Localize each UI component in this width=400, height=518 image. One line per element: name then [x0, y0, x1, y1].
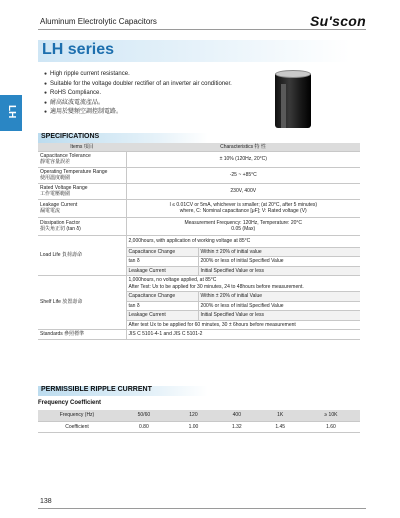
- feature-item: ● RoHS Compliance.: [44, 89, 232, 99]
- feature-item: ● 耐高紋波電流產品。: [44, 99, 232, 109]
- feature-item: ● Suitable for the voltage doubler rectifier of an inverter air conditioner.: [44, 80, 232, 90]
- series-banner: [38, 40, 350, 62]
- table-row: Leakage Current Initial Specified Value or less: [38, 266, 360, 276]
- feature-item: ● High ripple current resistance.: [44, 70, 232, 80]
- capacitor-image: [275, 70, 311, 130]
- table-row: Leakage Current 漏電電流 I ≤ 0.01CV or 5mA, whichever is smaller; (at 20°C, after 5 minutes) where, C: Nominal capacitance [μF]; V: Rated voltage (V): [38, 199, 360, 217]
- page-number: 138: [40, 498, 52, 505]
- table-row: After test Ux to be applied for 60 minutes, 30 ± 6hours before measurement: [38, 320, 360, 330]
- table-row: Frequency (Hz) 50/60 120 400 1K ≥ 10K: [38, 410, 360, 421]
- brand-logo: Su'scon: [310, 13, 366, 29]
- table-row: Capacitance Change Within ± 20% of initial value: [38, 247, 360, 257]
- col-characteristics: Characteristics 特 性: [126, 143, 360, 151]
- table-row: Load Life 負荷壽命 2,000hours, with application of working voltage at 85°C: [38, 235, 360, 247]
- feature-list: [44, 70, 232, 118]
- ripple-heading: PERMISSIBLE RIPPLE CURRENT: [38, 386, 208, 396]
- specifications-table: [38, 143, 360, 340]
- capacitor-stripe: [281, 84, 286, 128]
- table-row: Standards 參照標準 JIS C 5101-4-1 and JIS C 5101-2: [38, 330, 360, 340]
- table-row: Shelf Life 放置壽命 1,000hours, no voltage applied, at 85°C After Test: Ux to be applied for 30 minutes, 24 to 48hours before measurement.: [38, 276, 360, 292]
- frequency-coefficient-title: Frequency Coefficient: [38, 400, 102, 406]
- table-row: Dissipation Factor 損失角正切 (tan δ) Measurement Frequency: 120Hz, Temperature: 20°C 0.05 (Max): [38, 217, 360, 235]
- table-row: Capacitance Change Within ± 20% of initial Value: [38, 292, 360, 302]
- series-title: LH series: [42, 41, 115, 58]
- col-items: Items 項目: [38, 143, 126, 151]
- ripple-table: [38, 410, 360, 433]
- capacitor-body: [275, 74, 311, 128]
- side-tab-label: LH: [6, 105, 17, 119]
- capacitor-top: [275, 70, 311, 78]
- footer-rule: [38, 508, 366, 509]
- table-row: Capacitance Tolerance 靜電容量誤差 ± 10% (120Hz, 20°C): [38, 151, 360, 167]
- header-title: Aluminum Electrolytic Capacitors: [40, 17, 157, 26]
- table-row: Coefficient 0.80 1.00 1.32 1.45 1.60: [38, 421, 360, 432]
- specifications-heading: SPECIFICATIONS: [38, 133, 208, 143]
- feature-item: ● 適用於變頻空調控制電路。: [44, 108, 232, 118]
- side-tab: [0, 95, 22, 131]
- table-row: tan δ 200% or less of initial Specified Value: [38, 257, 360, 267]
- table-row: Leakage Current Initial Specified Value or less: [38, 311, 360, 321]
- table-row: tan δ 200% or less of initial Specified Value: [38, 301, 360, 311]
- header-rule: [38, 29, 366, 30]
- table-row: Rated Voltage Range 工作電壓範圍 230V, 400V: [38, 183, 360, 199]
- table-row: Operating Temperature Range 使用溫度範圍 -25 ~ +85°C: [38, 167, 360, 183]
